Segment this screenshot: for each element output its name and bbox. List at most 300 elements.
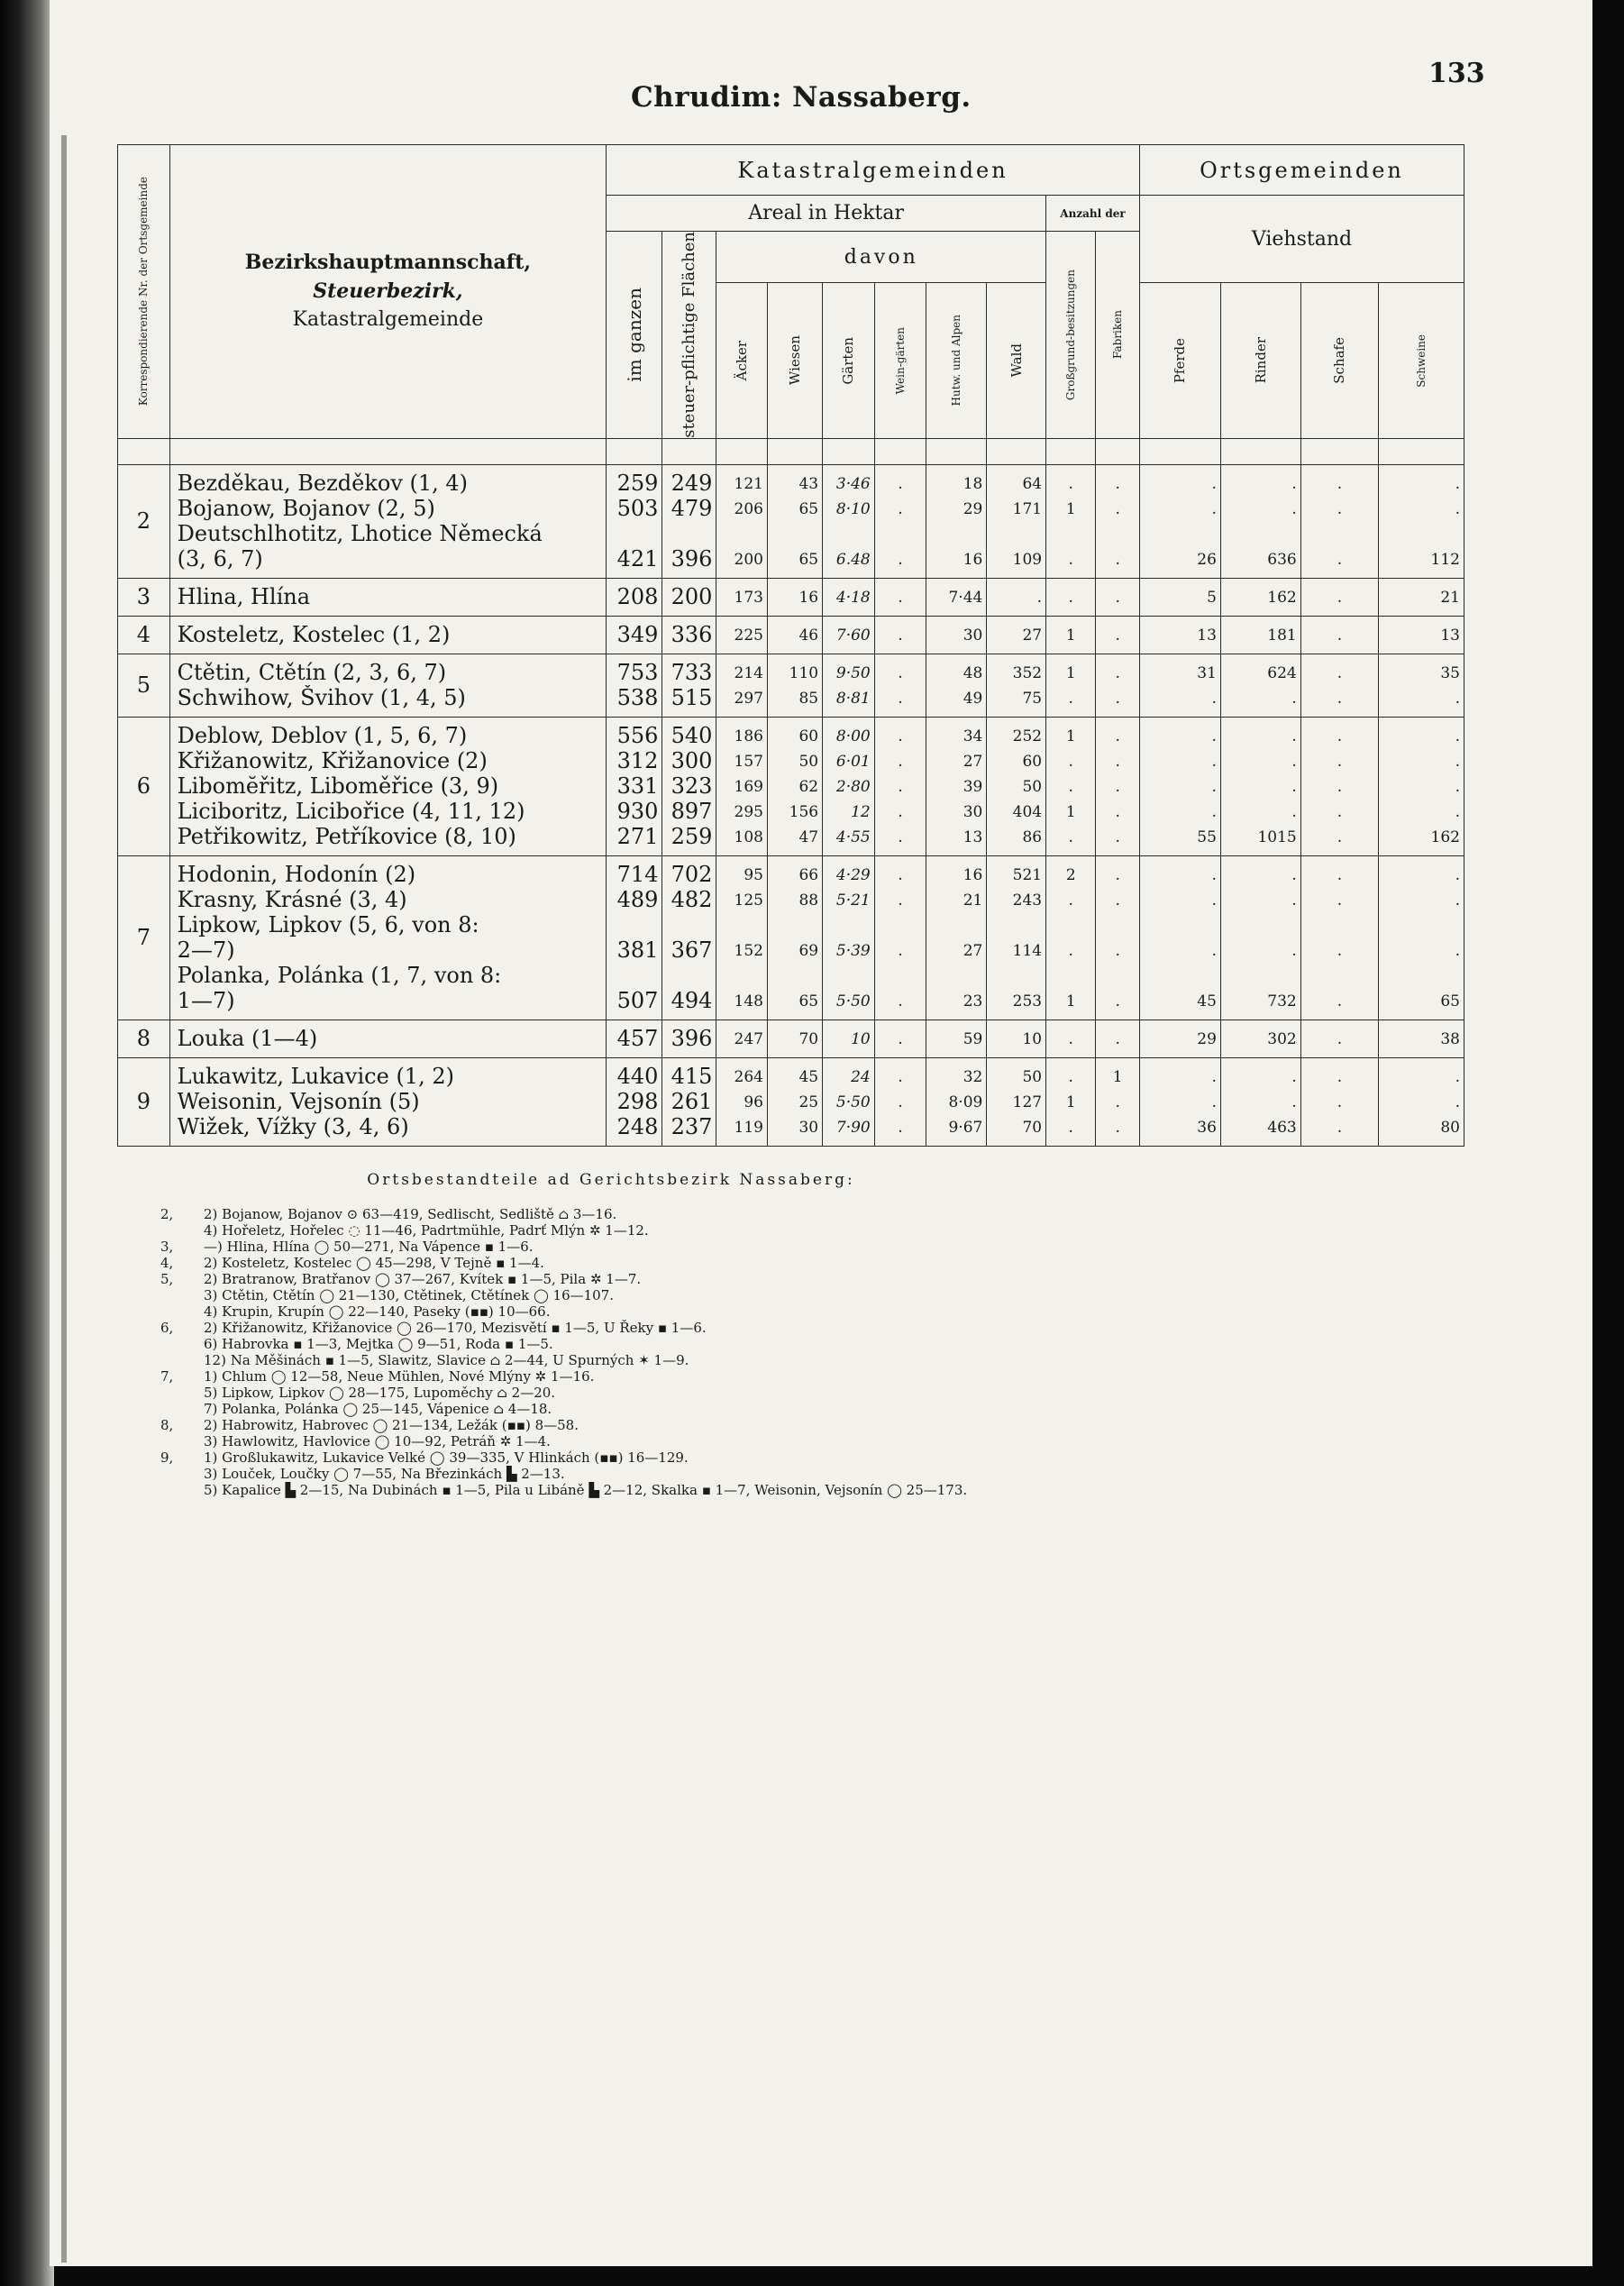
column-header-grossgrund: Großgrund-besitzungen (1046, 232, 1096, 439)
value-schafe (1303, 964, 1377, 989)
column-header-aecker: Äcker (716, 283, 768, 439)
value-aecker: 157 (734, 752, 763, 771)
legend-line-number (160, 1222, 204, 1239)
cell-aecker (716, 1057, 768, 1146)
value-gaerten: 8·10 (835, 499, 871, 518)
value-hutweiden: 49 (963, 689, 983, 708)
value-fabriken: . (1115, 828, 1120, 846)
table-body (118, 464, 1464, 1146)
cell-wald (987, 855, 1046, 1020)
value-rinder: 302 (1267, 1029, 1297, 1048)
row-names (169, 1057, 607, 1146)
katastralgemeinde-name: 1—7) (177, 987, 235, 1013)
value-rinder: . (1291, 499, 1297, 518)
value-rinder: . (1291, 865, 1297, 884)
value-weingaerten: . (898, 865, 903, 884)
value-fabriken: . (1115, 474, 1120, 493)
value-hutweiden: 27 (963, 752, 983, 771)
value-gaerten: 8·00 (835, 727, 871, 745)
value-gaerten: 7·90 (835, 1118, 871, 1137)
legend-line-number (160, 1385, 204, 1401)
value-wiesen: 70 (798, 1029, 819, 1048)
katastralgemeinde-name: Polanka, Polánka (1, 7, von 8: (177, 962, 502, 988)
value-rinder: . (1291, 474, 1297, 493)
cell-rinder (1220, 654, 1300, 717)
cell-aecker (716, 654, 768, 717)
value-schafe: . (1337, 626, 1343, 645)
value-steuer: 323 (671, 773, 713, 799)
value-wiesen: 46 (798, 626, 819, 645)
value-schweine: 162 (1430, 828, 1460, 846)
value-aecker: 297 (734, 689, 763, 708)
value-aecker: 200 (734, 550, 763, 569)
value-pferde: . (1211, 777, 1217, 796)
value-wald (989, 964, 1042, 989)
value-grossgrund: . (1068, 588, 1073, 607)
value-im-ganzen: 312 (616, 747, 659, 773)
value-fabriken: . (1115, 865, 1120, 884)
katastralgemeinde-name: Wižek, Vížky (3, 4, 6) (177, 1113, 409, 1139)
column-header-nr: Korrespondierende Nr. der Ortsgemeinde (118, 145, 170, 439)
value-pferde: 26 (1197, 550, 1217, 569)
value-grossgrund: 1 (1065, 499, 1076, 518)
value-grossgrund: . (1068, 1118, 1073, 1137)
column-header-weingaerten: Wein-gärten (874, 283, 926, 439)
value-aecker: 121 (734, 474, 763, 493)
cell-schafe (1300, 616, 1379, 654)
cell-grossgrund (1046, 1057, 1096, 1146)
value-rinder: . (1291, 689, 1297, 708)
value-rinder: . (1291, 1093, 1297, 1111)
value-im-ganzen (608, 963, 658, 988)
value-im-ganzen: 298 (616, 1088, 659, 1114)
cell-weingaerten (874, 1020, 926, 1057)
value-pferde: . (1211, 752, 1217, 771)
value-pferde (1142, 964, 1217, 989)
value-grossgrund: 1 (1065, 1093, 1076, 1111)
value-aecker: 119 (734, 1118, 763, 1137)
value-wald: 109 (1012, 550, 1043, 569)
value-gaerten: 24 (851, 1067, 871, 1086)
katastralgemeinde-name: Hlina, Hlína (177, 583, 311, 609)
value-steuer: 494 (671, 987, 713, 1013)
value-schafe: . (1337, 588, 1343, 607)
cell-aecker (716, 855, 768, 1020)
value-schweine: . (1455, 727, 1460, 745)
value-grossgrund: . (1068, 752, 1073, 771)
cell-grossgrund (1046, 855, 1096, 1020)
value-gaerten: 5·50 (835, 1093, 871, 1111)
value-grossgrund: . (1068, 891, 1073, 910)
cell-schafe (1300, 1020, 1379, 1057)
value-gaerten: 8·81 (835, 689, 871, 708)
legend-line-text: 2) Bratranow, Bratřanov ◯ 37—267, Kvítek ▪ 1—5, Pila ✲ 1—7. (204, 1271, 642, 1287)
value-rinder: . (1291, 802, 1297, 821)
value-weingaerten: . (898, 752, 903, 771)
value-schafe: . (1337, 1118, 1343, 1137)
cell-wald (987, 717, 1046, 855)
cell-weingaerten (874, 1057, 926, 1146)
value-pferde: . (1211, 689, 1217, 708)
row-nr: 6 (118, 717, 170, 855)
value-wald (989, 522, 1042, 547)
value-wiesen: 45 (798, 1067, 819, 1086)
value-schweine: 35 (1440, 663, 1460, 682)
value-weingaerten: . (898, 1029, 903, 1048)
cell-schweine (1379, 855, 1464, 1020)
value-im-ganzen: 421 (616, 545, 659, 572)
cell-wiesen (767, 464, 822, 578)
cell-hutweiden (926, 717, 987, 855)
value-wald: 70 (1022, 1118, 1043, 1137)
value-aecker (718, 913, 763, 938)
value-wald: 27 (1022, 626, 1043, 645)
cell-gaerten (823, 717, 875, 855)
value-gaerten: 5·21 (835, 891, 871, 910)
value-gaerten: 4·29 (835, 865, 871, 884)
value-grossgrund: . (1068, 828, 1073, 846)
legend-line (160, 1336, 1332, 1352)
value-hutweiden: 9·67 (948, 1118, 983, 1137)
legend-line-text: 1) Großlukawitz, Lukavice Velké ◯ 39—335, V Hlinkách (▪▪) 16—129. (204, 1449, 689, 1466)
cell-weingaerten (874, 578, 926, 616)
value-im-ganzen: 489 (616, 886, 659, 912)
value-pferde: 29 (1197, 1029, 1217, 1048)
legend-line-number: 9, (160, 1449, 174, 1466)
value-pferde: 5 (1207, 588, 1217, 607)
value-grossgrund: 1 (1065, 727, 1076, 745)
cell-wald (987, 464, 1046, 578)
value-wald: 352 (1012, 663, 1043, 682)
legend-line-text: 1) Chlum ◯ 12—58, Neue Mühlen, Nové Mlýny ✲ 1—16. (204, 1368, 595, 1385)
value-hutweiden (928, 964, 982, 989)
cell-im-ganzen (607, 1057, 662, 1146)
katastralgemeinde-name: Kosteletz, Kostelec (1, 2) (177, 621, 451, 647)
value-rinder (1223, 913, 1297, 938)
legend-line (160, 1417, 1332, 1433)
cell-wiesen (767, 1057, 822, 1146)
katastralgemeinde-name: Lipkow, Lipkov (5, 6, von 8: (177, 911, 479, 937)
value-aecker: 95 (744, 865, 763, 884)
value-schafe: . (1337, 802, 1343, 821)
value-wald: . (1036, 588, 1043, 607)
value-weingaerten: . (898, 1067, 903, 1086)
cell-grossgrund (1046, 464, 1096, 578)
cell-rinder (1220, 855, 1300, 1020)
table-row (118, 855, 1464, 1020)
cell-schafe (1300, 717, 1379, 855)
value-schweine: . (1455, 891, 1460, 910)
legend-line (160, 1449, 1332, 1466)
legend-line (160, 1303, 1332, 1320)
cell-steuer (662, 464, 716, 578)
value-schafe: . (1337, 499, 1343, 518)
value-im-ganzen: 753 (616, 659, 659, 685)
value-wald: 252 (1012, 727, 1043, 745)
value-hutweiden: 29 (963, 499, 983, 518)
cell-schweine (1379, 717, 1464, 855)
value-grossgrund: . (1068, 689, 1073, 708)
column-header-wald: Wald (987, 283, 1046, 439)
legend-line-text: 2) Křižanowitz, Křižanovice ◯ 26—170, Mezisvětí ▪ 1—5, U Řeky ▪ 1—6. (204, 1320, 707, 1336)
cell-wiesen (767, 855, 822, 1020)
value-rinder: 732 (1267, 992, 1297, 1010)
cell-gaerten (823, 578, 875, 616)
cell-schafe (1300, 1057, 1379, 1146)
legend-title: Ortsbestandteile ad Gerichtsbezirk Nassaberg: (367, 1171, 855, 1189)
value-schweine: . (1455, 474, 1460, 493)
cell-wald (987, 578, 1046, 616)
value-weingaerten: . (898, 1118, 903, 1137)
value-rinder: . (1291, 777, 1297, 796)
value-im-ganzen: 714 (616, 861, 659, 887)
cell-gaerten (823, 616, 875, 654)
legend-line (160, 1466, 1332, 1482)
value-steuer: 249 (671, 470, 713, 496)
cell-rinder (1220, 578, 1300, 616)
column-header-anzahl: Anzahl der (1046, 196, 1140, 232)
value-fabriken: . (1115, 626, 1120, 645)
value-wiesen: 30 (798, 1118, 819, 1137)
column-header-wiesen: Wiesen (767, 283, 822, 439)
value-im-ganzen: 381 (616, 937, 659, 963)
value-fabriken: . (1115, 777, 1120, 796)
value-schafe: . (1337, 992, 1343, 1010)
value-im-ganzen: 556 (616, 722, 659, 748)
value-aecker: 206 (734, 499, 763, 518)
cell-steuer (662, 578, 716, 616)
cell-schweine (1379, 616, 1464, 654)
value-rinder (1223, 964, 1297, 989)
value-schafe: . (1337, 752, 1343, 771)
table-row (118, 654, 1464, 717)
value-wiesen: 88 (798, 891, 819, 910)
value-steuer: 237 (671, 1113, 713, 1139)
value-wald: 404 (1012, 802, 1043, 821)
value-fabriken: . (1115, 752, 1120, 771)
value-pferde: . (1211, 891, 1217, 910)
legend-block (160, 1172, 1332, 1498)
legend-line (160, 1352, 1332, 1368)
value-hutweiden: 16 (963, 865, 983, 884)
cell-schweine (1379, 1020, 1464, 1057)
value-grossgrund: 1 (1065, 992, 1076, 1010)
cell-weingaerten (874, 464, 926, 578)
value-wald: 86 (1022, 828, 1043, 846)
value-aecker (718, 964, 763, 989)
cell-grossgrund (1046, 654, 1096, 717)
cell-im-ganzen (607, 464, 662, 578)
cell-hutweiden (926, 616, 987, 654)
value-schafe: . (1337, 550, 1343, 569)
cell-pferde (1139, 717, 1220, 855)
value-schweine: 21 (1440, 588, 1460, 607)
cell-weingaerten (874, 717, 926, 855)
cell-schafe (1300, 654, 1379, 717)
value-schweine: . (1455, 777, 1460, 796)
cell-pferde (1139, 654, 1220, 717)
value-schafe: . (1337, 1067, 1343, 1086)
value-im-ganzen: 457 (616, 1025, 659, 1051)
value-wiesen: 69 (798, 941, 819, 960)
value-weingaerten: . (898, 663, 903, 682)
value-rinder (1223, 522, 1297, 547)
value-schweine: . (1455, 865, 1460, 884)
row-nr: 5 (118, 654, 170, 717)
cell-schafe (1300, 464, 1379, 578)
value-hutweiden: 8·09 (948, 1093, 983, 1111)
value-schweine: 112 (1430, 550, 1460, 569)
value-schweine: . (1455, 941, 1460, 960)
value-rinder: . (1291, 941, 1297, 960)
cell-pferde (1139, 1057, 1220, 1146)
legend-line (160, 1255, 1332, 1271)
value-schafe: . (1337, 1029, 1343, 1048)
legend-line-number (160, 1433, 204, 1449)
table-row (118, 616, 1464, 654)
value-grossgrund: . (1068, 1029, 1073, 1048)
value-gaerten: 10 (851, 1029, 871, 1048)
value-schafe: . (1337, 891, 1343, 910)
value-schafe (1303, 913, 1377, 938)
value-fabriken: . (1115, 663, 1120, 682)
value-fabriken: . (1115, 992, 1120, 1010)
legend-line-text: 7) Polanka, Polánka ◯ 25—145, Vápenice ⌂ 4—18. (204, 1401, 552, 1417)
legend-line (160, 1222, 1332, 1239)
value-wiesen: 50 (798, 752, 819, 771)
legend-line-text: —) Hlina, Hlína ◯ 50—271, Na Vápence ▪ 1—6. (204, 1239, 534, 1255)
legend-line (160, 1287, 1332, 1303)
cell-aecker (716, 464, 768, 578)
column-header-hutweiden: Hutw. und Alpen (926, 283, 987, 439)
value-weingaerten: . (898, 550, 903, 569)
cell-fabriken (1096, 578, 1140, 616)
cell-steuer (662, 1057, 716, 1146)
value-hutweiden: 48 (963, 663, 983, 682)
value-steuer: 479 (671, 495, 713, 521)
value-wiesen: 65 (798, 550, 819, 569)
cell-weingaerten (874, 616, 926, 654)
value-schafe: . (1337, 1093, 1343, 1111)
value-fabriken: . (1115, 1093, 1120, 1111)
value-gaerten: 7·60 (835, 626, 871, 645)
cell-steuer (662, 1020, 716, 1057)
value-weingaerten (877, 913, 925, 938)
value-aecker: 264 (734, 1067, 763, 1086)
value-wald: 50 (1022, 1067, 1043, 1086)
value-gaerten: 4·18 (835, 588, 871, 607)
katastralgemeinde-name: Louka (1—4) (177, 1025, 318, 1051)
value-weingaerten: . (898, 1093, 903, 1111)
row-nr: 9 (118, 1057, 170, 1146)
value-im-ganzen: 271 (616, 823, 659, 849)
cell-aecker (716, 578, 768, 616)
column-header-viehstand: Viehstand (1139, 196, 1464, 283)
value-weingaerten: . (898, 588, 903, 607)
cell-wiesen (767, 654, 822, 717)
katastralgemeinde-name: Liciboritz, Licibořice (4, 11, 12) (177, 798, 525, 824)
cell-pferde (1139, 464, 1220, 578)
value-rinder: 1015 (1257, 828, 1297, 846)
value-rinder: . (1291, 891, 1297, 910)
value-hutweiden: 30 (963, 802, 983, 821)
value-hutweiden: 21 (963, 891, 983, 910)
legend-line-text: 5) Kapalice ▙ 2—15, Na Dubinách ▪ 1—5, Pila u Libáně ▙ 2—12, Skalka ▪ 1—7, Weisonin, Vejsonín ◯ 25—173. (204, 1482, 968, 1498)
page-number: 133 (1428, 58, 1485, 89)
legend-line-text: 3) Hawlowitz, Havlovice ◯ 10—92, Petráň ✲ 1—4. (204, 1433, 551, 1449)
page-spine-line (61, 135, 67, 2263)
value-rinder: 181 (1267, 626, 1297, 645)
value-pferde: . (1211, 499, 1217, 518)
value-wald: 60 (1022, 752, 1043, 771)
value-gaerten: 3·46 (835, 474, 871, 493)
row-names (169, 717, 607, 855)
legend-line-number (160, 1303, 204, 1320)
cell-im-ganzen (607, 654, 662, 717)
value-weingaerten: . (898, 474, 903, 493)
legend-line-number: 4, (160, 1255, 174, 1271)
value-steuer: 897 (671, 798, 713, 824)
value-steuer: 540 (671, 722, 713, 748)
cell-rinder (1220, 717, 1300, 855)
value-grossgrund: . (1068, 941, 1073, 960)
value-weingaerten: . (898, 828, 903, 846)
katastralgemeinde-name: Lukawitz, Lukavice (1, 2) (177, 1063, 454, 1089)
cell-wald (987, 616, 1046, 654)
cell-gaerten (823, 855, 875, 1020)
cell-pferde (1139, 1020, 1220, 1057)
katastralgemeinde-name: Hodonin, Hodonín (2) (177, 861, 416, 887)
legend-line-number (160, 1401, 204, 1417)
value-aecker: 295 (734, 802, 763, 821)
value-wiesen: 16 (798, 588, 819, 607)
katastralgemeinde-name: (3, 6, 7) (177, 545, 263, 572)
cell-hutweiden (926, 578, 987, 616)
column-header-schafe: Schafe (1300, 283, 1379, 439)
cell-grossgrund (1046, 578, 1096, 616)
value-wald: 75 (1022, 689, 1043, 708)
value-steuer: 259 (671, 823, 713, 849)
value-schafe: . (1337, 777, 1343, 796)
legend-line (160, 1239, 1332, 1255)
table-row (118, 717, 1464, 855)
value-gaerten (825, 964, 871, 989)
value-im-ganzen: 248 (616, 1113, 659, 1139)
cell-weingaerten (874, 654, 926, 717)
value-weingaerten: . (898, 727, 903, 745)
cell-pferde (1139, 855, 1220, 1020)
value-gaerten: 4·55 (835, 828, 871, 846)
value-schweine: . (1455, 689, 1460, 708)
value-aecker: 96 (744, 1093, 763, 1111)
cell-fabriken (1096, 1057, 1140, 1146)
value-pferde: . (1211, 802, 1217, 821)
value-gaerten: 5·39 (835, 941, 871, 960)
row-nr: 7 (118, 855, 170, 1020)
value-wiesen (770, 913, 818, 938)
value-im-ganzen (608, 521, 658, 546)
value-steuer: 336 (671, 621, 713, 647)
katastralgemeinde-name: Weisonin, Vejsonín (5) (177, 1088, 420, 1114)
value-schweine: . (1455, 1067, 1460, 1086)
column-header-katastral: Katastralgemeinden (607, 145, 1140, 196)
value-steuer: 300 (671, 747, 713, 773)
value-weingaerten: . (898, 689, 903, 708)
value-pferde: 55 (1197, 828, 1217, 846)
value-grossgrund: . (1068, 777, 1073, 796)
value-steuer: 482 (671, 886, 713, 912)
value-weingaerten (877, 522, 925, 547)
